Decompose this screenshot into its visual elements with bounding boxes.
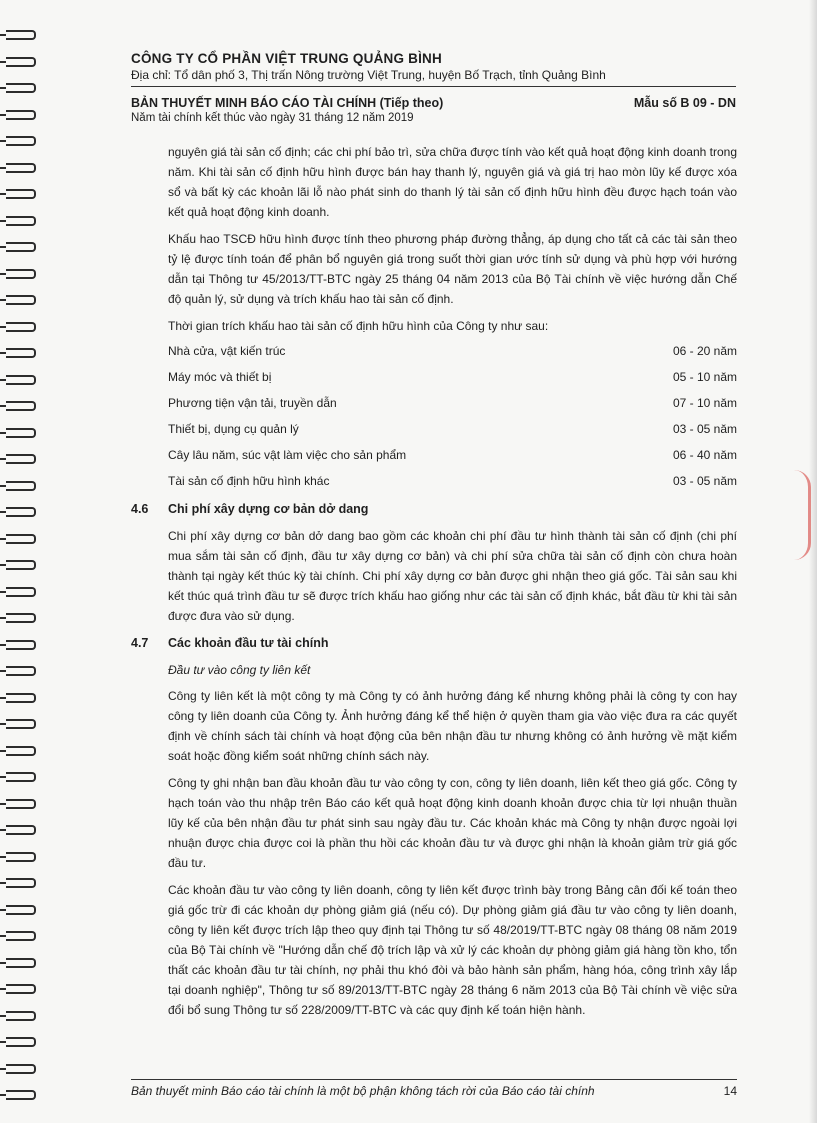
binding-ring (6, 454, 36, 464)
binding-ring (6, 984, 36, 994)
binding-ring (6, 30, 36, 40)
binding-ring (6, 348, 36, 358)
binding-ring (6, 1011, 36, 1021)
depreciation-list (168, 338, 737, 494)
subsection-title: Đầu tư vào công ty liên kết (168, 663, 311, 677)
binding-ring (6, 1064, 36, 1074)
binding-ring (6, 507, 36, 517)
binding-ring (6, 322, 36, 332)
paragraph: nguyên giá tài sản cố định; các chi phí bảo trì, sửa chữa được tính vào kết quả hoạt động kinh doanh trong năm. Khi tài sản cố định hữu hình được bán hay thanh lý, nguyên giá và giá trị hao mòn lũy kế được xóa sổ và bất kỳ các khoản lãi lỗ nào phát sinh do thanh lý tài sản cố định hữu hình đều được hạch toán vào kết quả hoạt động kinh doanh. (168, 145, 738, 219)
binding-ring (6, 931, 36, 941)
asset-name: Cây lâu năm, súc vật làm việc cho sản phẩm (168, 448, 407, 462)
section-heading-4-7 (131, 633, 737, 653)
document-header (131, 51, 736, 126)
page-edge (809, 0, 817, 1123)
binding-ring (6, 242, 36, 252)
asset-name: Thiết bị, dụng cụ quản lý (168, 422, 299, 436)
binding-ring (6, 269, 36, 279)
paragraph: Các khoản đầu tư vào công ty liên doanh, công ty liên kết được trình bày trong Bảng cân đối kế toán theo giá gốc trừ đi các khoản dự phòng giảm giá (nếu có). Dự phòng giảm giá đầu tư vào công ty liên doanh, công ty liên kết được trích lập theo quy định tại Thông tư số 48/2019/TT-BTC ngày 08 tháng 08 năm 2019 của Bộ Tài chính về "Hướng dẫn chế độ trích lập và xử lý các khoản dự phòng giảm giá hàng tồn kho, tổn thất các khoản đầu tư tài chính, nợ phải thu khó đòi và bảo hành sản phẩm, hàng hóa, công trình xây lắp tại doanh nghiệp", Thông tư số 89/2013/TT-BTC ngày 28 tháng 6 năm 2013 của Bộ Tài chính về việc sửa đổi bổ sung Thông tư số 228/2009/TT-BTC và các quy định kế toán hiện hành. (168, 883, 737, 1017)
section-number: 4.6 (131, 502, 149, 516)
asset-name: Nhà cửa, vật kiến trúc (168, 344, 286, 358)
binding-ring (6, 799, 36, 809)
binding-ring (6, 1037, 36, 1047)
report-title: BẢN THUYẾT MINH BÁO CÁO TÀI CHÍNH (Tiếp theo) (131, 96, 444, 110)
binding-ring (6, 534, 36, 544)
binding-ring (6, 295, 36, 305)
depreciation-row (168, 468, 737, 494)
depreciation-row (168, 442, 737, 468)
binding-ring (6, 746, 36, 756)
binding-ring (6, 83, 36, 93)
spiral-binding (0, 0, 40, 1123)
binding-ring (6, 375, 36, 385)
binding-ring (6, 693, 36, 703)
binding-ring (6, 613, 36, 623)
fiscal-year: Năm tài chính kết thúc vào ngày 31 tháng 12 năm 2019 (131, 112, 414, 124)
binding-ring (6, 1090, 36, 1100)
depreciation-row (168, 390, 737, 416)
asset-years: 06 - 40 năm (672, 448, 737, 462)
binding-ring (6, 481, 36, 491)
binding-ring (6, 852, 36, 862)
footer-note: Bản thuyết minh Báo cáo tài chính là một bộ phận không tách rời của Báo cáo tài chính (131, 1084, 595, 1098)
depreciation-row (168, 364, 737, 390)
binding-ring (6, 719, 36, 729)
asset-years: 03 - 05 năm (672, 474, 737, 488)
binding-ring (6, 825, 36, 835)
company-name: CÔNG TY CỔ PHẦN VIỆT TRUNG QUẢNG BÌNH (131, 51, 442, 66)
page-number: 14 (723, 1084, 737, 1098)
binding-ring (6, 878, 36, 888)
company-address: Địa chỉ: Tổ dân phố 3, Thị trấn Nông trường Việt Trung, huyện Bố Trạch, tỉnh Quảng Bình (131, 67, 736, 87)
section-title: Chi phí xây dựng cơ bản dở dang (168, 502, 369, 516)
depreciation-row (168, 416, 737, 442)
binding-ring (6, 428, 36, 438)
binding-ring (6, 587, 36, 597)
binding-ring (6, 958, 36, 968)
paragraph: Công ty ghi nhận ban đầu khoản đầu tư vào công ty con, công ty liên doanh, liên kết theo giá gốc. Công ty hạch toán vào thu nhập trên Báo cáo kết quả hoạt động kinh doanh khoản được chia từ lợi nhuận thuần lũy kế của bên nhận đầu tư phát sinh sau ngày đầu tư. Các khoản khác mà Công ty nhận được ngoài lợi nhuận được chia được coi là phần thu hồi các khoản đầu tư và được ghi nhận là khoản giảm trừ giá gốc đầu tư. (168, 776, 737, 870)
asset-years: 05 - 10 năm (672, 370, 737, 384)
binding-ring (6, 401, 36, 411)
paragraph: Công ty liên kết là một công ty mà Công ty có ảnh hưởng đáng kể nhưng không phải là công ty con hay công ty liên doanh của Công ty. Ảnh hưởng đáng kể thể hiện ở quyền tham gia vào việc đưa ra các quyết định về chính sách tài chính và hoạt động của bên nhận đầu tư nhưng không có ảnh hưởng về mặt kiểm soát hoặc đồng kiểm soát những chính sách này. (168, 689, 737, 763)
binding-ring (6, 110, 36, 120)
paragraph: Chi phí xây dựng cơ bản dở dang bao gồm các khoản chi phí đầu tư hình thành tài sản cố định (chi phí mua sắm tài sản cố định, đầu tư xây dựng cơ bản) và chi phí sửa chữa tài sản cố định còn chưa hoàn thành tại ngày kết thúc kỳ tài chính. Chi phí xây dựng cơ bản được ghi nhận theo giá gốc. Tài sản sau khi kết thúc quá trình đầu tư sẽ được trích khấu hao giống như các tài sản cố định khác, bắt đầu từ khi tài sản được đưa vào sử dụng. (168, 529, 737, 623)
form-code: Mẫu số B 09 - DN (633, 96, 736, 110)
binding-ring (6, 57, 36, 67)
section-heading-4-6 (131, 499, 737, 519)
binding-ring (6, 666, 36, 676)
binding-ring (6, 163, 36, 173)
asset-years: 03 - 05 năm (672, 422, 737, 436)
section-number: 4.7 (131, 636, 149, 650)
binding-ring (6, 136, 36, 146)
asset-name: Tài sản cố định hữu hình khác (168, 474, 330, 488)
asset-years: 06 - 20 năm (672, 344, 737, 358)
binding-ring (6, 189, 36, 199)
binding-ring (6, 640, 36, 650)
section-title: Các khoản đầu tư tài chính (168, 636, 329, 650)
binding-ring (6, 772, 36, 782)
red-stamp-edge (794, 470, 811, 560)
binding-ring (6, 905, 36, 915)
paragraph: Khấu hao TSCĐ hữu hình được tính theo phương pháp đường thẳng, áp dụng cho tất cả các tài sản theo tỷ lệ được tính toán để phân bổ nguyên giá trong suốt thời gian ước tính sử dụng và phù hợp với hướng dẫn tại Thông tư 45/2013/TT-BTC ngày 25 tháng 04 năm 2013 của Bộ Tài chính về việc hướng dẫn Chế độ quản lý, sử dụng và trích khấu hao tài sản cố định. (168, 232, 737, 306)
page-footer (131, 1079, 737, 1098)
asset-name: Phương tiện vận tải, truyền dẫn (168, 396, 337, 410)
binding-ring (6, 216, 36, 226)
asset-name: Máy móc và thiết bị (168, 370, 272, 384)
report-title-row (131, 96, 736, 110)
asset-years: 07 - 10 năm (672, 396, 737, 410)
paragraph: Thời gian trích khấu hao tài sản cố định hữu hình của Công ty như sau: (168, 319, 549, 333)
document-body (131, 142, 737, 1027)
depreciation-row (168, 338, 737, 364)
binding-ring (6, 560, 36, 570)
